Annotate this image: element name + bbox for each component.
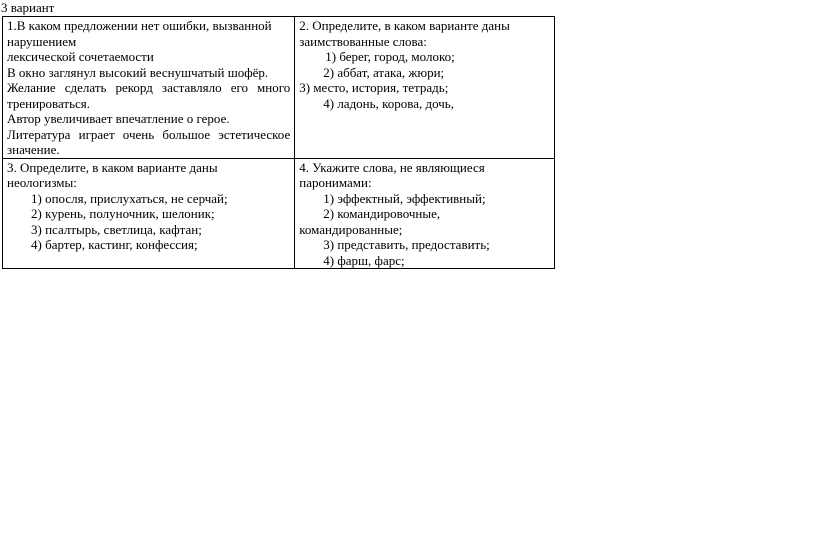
question-3-option: 1) опосля, прислухаться, не серчай;	[31, 190, 228, 206]
question-3-cell	[3, 158, 295, 269]
question-1-text: нарушением	[7, 33, 77, 49]
question-4-text: 4. Укажите слова, не являющиеся	[299, 159, 485, 175]
question-2-text: 2. Определите, в каком варианте даны	[299, 18, 510, 33]
question-1-text: лексической сочетаемости	[7, 49, 154, 64]
question-4-option: 4) фарш, фарс;	[323, 252, 405, 268]
question-3-text: неологизмы:	[7, 175, 77, 190]
question-1-cell	[3, 17, 295, 159]
question-2-option: 4) ладонь, корова, дочь,	[323, 95, 454, 111]
question-4-option: 1) эффектный, эффективный;	[323, 190, 486, 206]
question-4-option: 2) командировочные,	[323, 206, 441, 221]
question-3-option: 2) курень, полуночник, шелоник;	[31, 206, 215, 221]
question-4-option: командированные;	[299, 221, 403, 237]
table-row	[3, 158, 555, 269]
question-1-sentence: тренироваться.	[7, 95, 91, 111]
question-3-text: 3. Определите, в каком варианте даны	[7, 159, 218, 175]
question-3-option: 3) псалтырь, светлица, кафтан;	[31, 221, 202, 237]
question-1-sentence: В окно заглянул высокий веснушчатый шофёр.	[7, 64, 269, 80]
question-2-cell	[295, 17, 555, 159]
variant-title: 3 вариант	[1, 0, 55, 15]
question-2-text: заимствованные слова:	[299, 33, 427, 49]
questions-table	[2, 16, 555, 269]
question-4-cell	[295, 158, 555, 269]
question-1-text: 1.В каком предложении нет ошибки, вызванной	[7, 18, 272, 33]
question-4-option: 3) представить, предоставить;	[323, 237, 490, 252]
question-1-sentence: Автор увеличивает впечатление о герое.	[7, 111, 230, 126]
table-row	[3, 17, 555, 159]
question-2-option: 1) берег, город, молоко;	[325, 49, 455, 64]
question-1-sentence: Литература играет очень большое эстетическое	[7, 126, 291, 142]
question-3-option: 4) бартер, кастинг, конфессия;	[31, 237, 198, 252]
question-1-sentence: значение.	[7, 142, 60, 157]
question-2-option: 3) место, история, тетрадь;	[299, 80, 449, 95]
question-1-sentence: Желание сделать рекорд заставляло его много	[7, 80, 291, 95]
question-4-text: паронимами:	[299, 175, 372, 190]
question-2-option: 2) аббат, атака, жюри;	[323, 64, 445, 80]
